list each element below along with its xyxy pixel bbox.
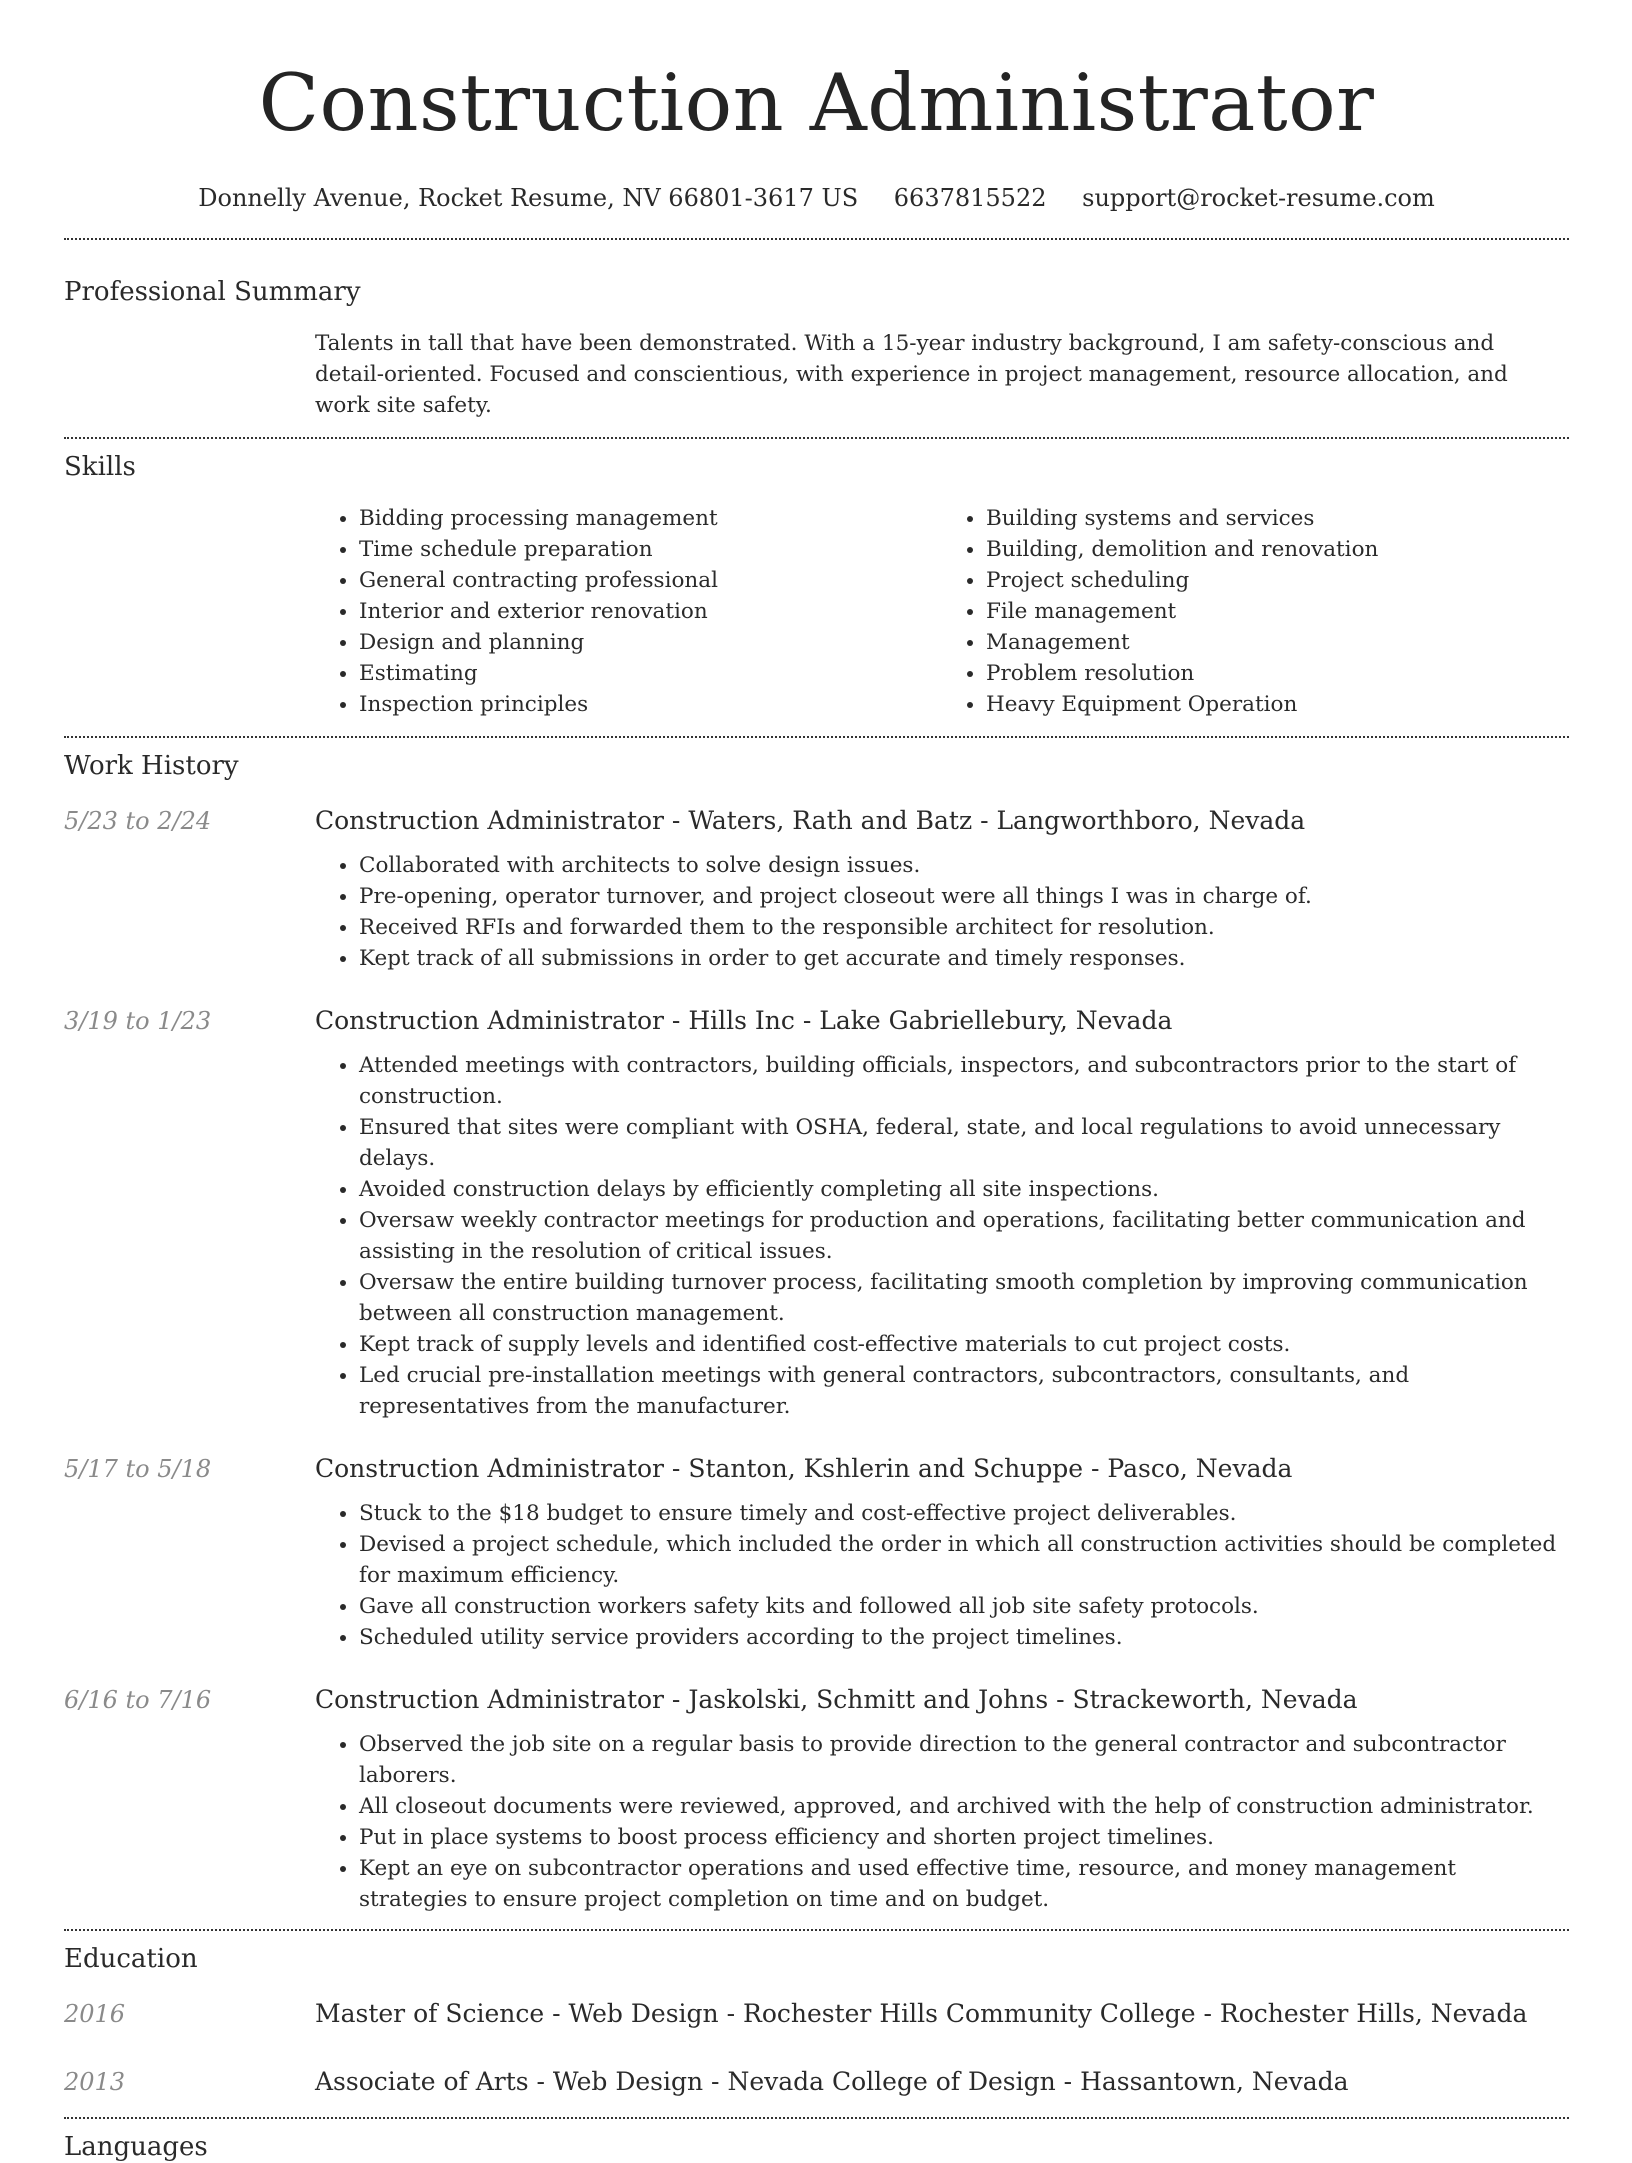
resume-name: Construction Administrator: [258, 57, 1375, 149]
job-bullet: • Received RFIs and forwarded them to the responsible architect for resolution.: [359, 912, 1569, 943]
job-bullet: • Scheduled utility service providers according to the project timelines.: [359, 1622, 1569, 1653]
job-title: Construction Administrator - Stanton, Kshlerin and Schuppe - Pasco, Nevada: [315, 1454, 1293, 1483]
skill-item: • File management: [986, 596, 1569, 627]
section-title-skills: Skills: [64, 452, 136, 482]
job-bullets: [315, 1050, 1569, 1422]
summary-text: Talents in tall that have been demonstrated. With a 15-year industry background, I am safety-conscious and detail-oriented. Focused and conscientious, with experience in project management, resource allocation, and work site safety.: [315, 331, 1508, 418]
job-bullet: • All closeout documents were reviewed, approved, and archived with the help of construction administrator.: [359, 1791, 1569, 1822]
section-divider: [64, 238, 1569, 240]
job-header: [64, 1004, 1569, 1038]
job-bullet-list: [315, 1729, 1569, 1915]
skill-item: • Problem resolution: [986, 658, 1569, 689]
job-dates: 5/17 to 5/18: [64, 1455, 212, 1483]
work-history-list: [64, 804, 1569, 1915]
job-bullet-list: [315, 1050, 1569, 1422]
skill-item: • Design and planning: [359, 627, 942, 658]
education-list: [64, 1997, 1569, 2099]
job-title: Construction Administrator - Hills Inc - Lake Gabriellebury, Nevada: [315, 1006, 1173, 1035]
skill-item: • Building, demolition and renovation: [986, 534, 1569, 565]
contact-phone: 6637815522: [893, 184, 1047, 212]
job-bullet-list: [315, 850, 1569, 974]
skill-item: • General contracting professional: [359, 565, 942, 596]
education-year: 2013: [64, 2068, 126, 2096]
job-entry: [64, 1004, 1569, 1422]
skill-item: • Bidding processing management: [359, 503, 942, 534]
job-entry: [64, 804, 1569, 974]
skills-column-left: [315, 503, 942, 720]
section-divider: [64, 736, 1569, 738]
job-bullet: • Kept an eye on subcontractor operations and used effective time, resource, and money management strategies to ensure project completion on time and on budget.: [359, 1853, 1569, 1915]
skill-item: • Heavy Equipment Operation: [986, 689, 1569, 720]
section-title-work: Work History: [64, 751, 239, 781]
job-bullet: • Oversaw weekly contractor meetings for production and operations, facilitating better communication and assisting in the resolution of critical issues.: [359, 1205, 1569, 1267]
resume-page: [64, 0, 1569, 2163]
education-entry: [64, 1997, 1569, 2031]
job-bullet: • Pre-opening, operator turnover, and project closeout were all things I was in charge of.: [359, 881, 1569, 912]
job-bullet: • Gave all construction workers safety kits and followed all job site safety protocols.: [359, 1591, 1569, 1622]
job-bullet: • Stuck to the $18 budget to ensure timely and cost-effective project deliverables.: [359, 1498, 1569, 1529]
job-bullet: • Put in place systems to boost process efficiency and shorten project timelines.: [359, 1822, 1569, 1853]
job-entry: [64, 1683, 1569, 1915]
job-dates: 6/16 to 7/16: [64, 1686, 212, 1714]
job-bullet: • Ensured that sites were compliant with OSHA, federal, state, and local regulations to avoid unnecessary delays.: [359, 1112, 1569, 1174]
job-bullets: [315, 1498, 1569, 1653]
job-header: [64, 1452, 1569, 1486]
skill-item: • Estimating: [359, 658, 942, 689]
job-bullet: • Kept track of supply levels and identified cost-effective materials to cut project costs.: [359, 1329, 1569, 1360]
skill-item: • Inspection principles: [359, 689, 942, 720]
education-degree: Master of Science - Web Design - Rochester Hills Community College - Rochester Hills, Nevada: [315, 1999, 1528, 2028]
job-bullet: • Attended meetings with contractors, building officials, inspectors, and subcontractors prior to the start of construction.: [359, 1050, 1569, 1112]
job-bullet: • Devised a project schedule, which included the order in which all construction activities should be completed for maximum efficiency.: [359, 1529, 1569, 1591]
job-bullet: • Avoided construction delays by efficiently completing all site inspections.: [359, 1174, 1569, 1205]
job-bullets: [315, 850, 1569, 974]
skills-column-right: [942, 503, 1569, 720]
education-entry: [64, 2065, 1569, 2099]
section-divider: [64, 437, 1569, 439]
contact-address: Donnelly Avenue, Rocket Resume, NV 66801-3617 US: [198, 184, 859, 212]
job-bullet: • Collaborated with architects to solve design issues.: [359, 850, 1569, 881]
contact-email: support@rocket-resume.com: [1082, 184, 1435, 212]
skill-item: • Building systems and services: [986, 503, 1569, 534]
skill-item: • Time schedule preparation: [359, 534, 942, 565]
section-title-education: Education: [64, 1944, 198, 1974]
job-dates: 3/19 to 1/23: [64, 1007, 212, 1035]
skill-item: • Project scheduling: [986, 565, 1569, 596]
section-divider: [64, 2117, 1569, 2119]
job-title: Construction Administrator - Jaskolski, Schmitt and Johns - Strackeworth, Nevada: [315, 1685, 1358, 1714]
section-title-summary: Professional Summary: [64, 277, 361, 307]
job-header: [64, 1683, 1569, 1717]
job-bullet-list: [315, 1498, 1569, 1653]
education-year: 2016: [64, 2000, 126, 2028]
job-entry: [64, 1452, 1569, 1653]
skill-item: • Management: [986, 627, 1569, 658]
skill-item: • Interior and exterior renovation: [359, 596, 942, 627]
education-degree: Associate of Arts - Web Design - Nevada College of Design - Hassantown, Nevada: [315, 2067, 1349, 2096]
job-bullet: • Led crucial pre-installation meetings with general contractors, subcontractors, consultants, and representatives from the manufacturer.: [359, 1360, 1569, 1422]
job-bullet: • Oversaw the entire building turnover process, facilitating smooth completion by improving communication between all construction management.: [359, 1267, 1569, 1329]
job-dates: 5/23 to 2/24: [64, 807, 212, 835]
contact-line: [64, 180, 1569, 216]
job-header: [64, 804, 1569, 838]
skills-list: [315, 503, 1569, 720]
job-bullet: • Observed the job site on a regular basis to provide direction to the general contractor and subcontractor laborers.: [359, 1729, 1569, 1791]
job-bullets: [315, 1729, 1569, 1915]
section-title-languages: Languages: [64, 2132, 208, 2162]
job-title: Construction Administrator - Waters, Rath and Batz - Langworthboro, Nevada: [315, 806, 1306, 835]
job-bullet: • Kept track of all submissions in order to get accurate and timely responses.: [359, 943, 1569, 974]
section-divider: [64, 1929, 1569, 1931]
